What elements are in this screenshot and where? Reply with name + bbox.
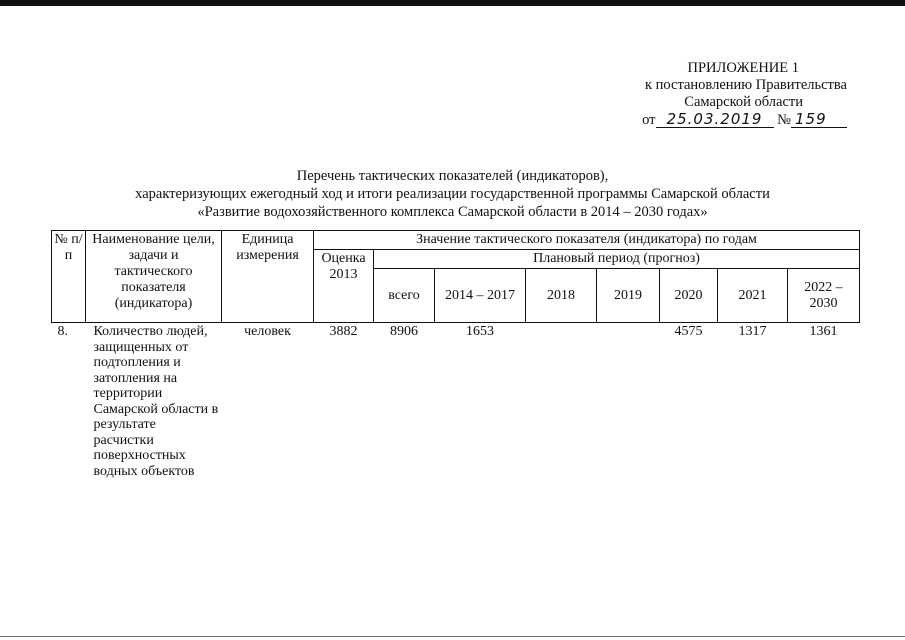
cell-total: 8906: [374, 323, 435, 481]
header-2019: 2019: [597, 269, 660, 323]
cell-2022-2030: 1361: [788, 323, 860, 481]
title-line-3: «Развитие водохозяйственного комплекса Самарской области в 2014 – 2030 годах»: [197, 204, 708, 220]
cell-2021: 1317: [718, 323, 788, 481]
document-title: [0, 167, 905, 221]
title-line-1: Перечень тактических показателей (индикаторов),: [296, 168, 609, 184]
header-estimate: Оценка 2013: [314, 250, 374, 323]
handwritten-number: 159: [791, 112, 847, 128]
header-name: Наименование цели, задачи и тактического показателя (индикатора): [86, 231, 222, 323]
header-plan-group: Плановый период (прогноз): [374, 250, 860, 269]
header-values-group: Значение тактического показателя (индикатора) по годам: [314, 231, 860, 250]
handwritten-date: 25.03.2019: [656, 112, 774, 128]
cell-unit: человек: [222, 323, 314, 481]
scan-top-border: [0, 0, 905, 6]
appendix-decree-line: к постановлению Правительства: [645, 77, 847, 93]
cell-no: 8.: [52, 323, 86, 481]
header-2014-2017: 2014 – 2017: [435, 269, 526, 323]
date-prefix: от: [642, 112, 656, 128]
cell-2018: [526, 323, 597, 481]
table-row: [52, 323, 860, 481]
header-2020: 2020: [660, 269, 718, 323]
cell-2019: [597, 323, 660, 481]
cell-estimate: 3882: [314, 323, 374, 481]
header-2018: 2018: [526, 269, 597, 323]
header-2021: 2021: [718, 269, 788, 323]
cell-name: Количество людей, защищенных от подтопления и затопления на территории Самарской области в результате расчистки поверхностных водных объектов: [86, 323, 222, 481]
appendix-date-line: [642, 112, 847, 129]
appendix-region-line: Самарской области: [684, 94, 803, 110]
header-2022-2030: 2022 – 2030: [788, 269, 860, 323]
title-line-2: характеризующих ежегодный ход и итоги реализации государственной программы Самарской области: [135, 186, 770, 202]
cell-2014-2017: 1653: [435, 323, 526, 481]
appendix-title: ПРИЛОЖЕНИЕ 1: [687, 60, 799, 76]
scan-bottom-line: [0, 636, 905, 637]
cell-2020: 4575: [660, 323, 718, 481]
indicators-table: [51, 230, 860, 480]
header-total: всего: [374, 269, 435, 323]
number-prefix: №: [777, 112, 791, 128]
appendix-header: [642, 60, 847, 129]
header-no: № п/п: [52, 231, 86, 323]
header-unit: Единица измерения: [222, 231, 314, 323]
